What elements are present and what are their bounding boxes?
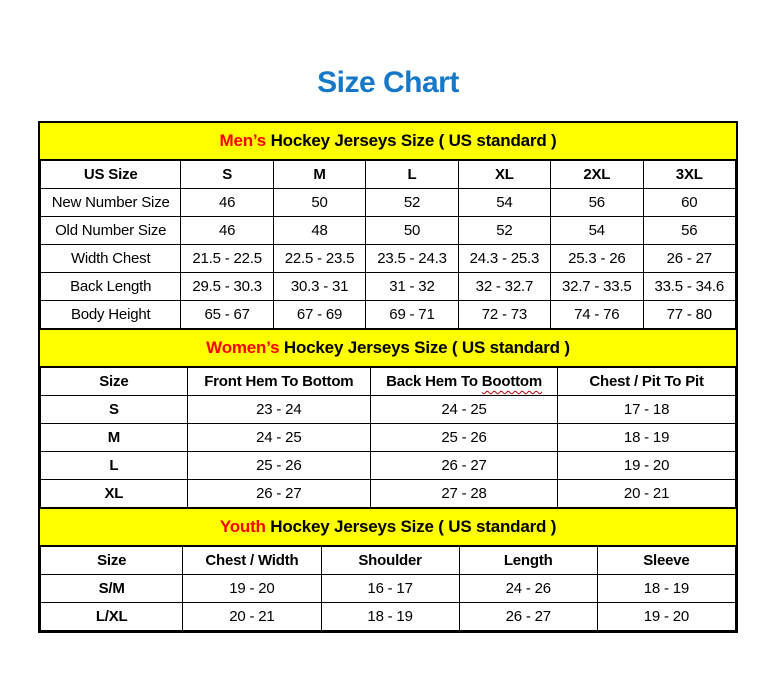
- row-label: M: [41, 424, 188, 452]
- table-cell: 24 - 26: [459, 575, 597, 603]
- youth-section-band: [40, 508, 736, 546]
- table-cell: 32 - 32.7: [458, 273, 550, 301]
- table-cell: 25 - 26: [187, 452, 370, 480]
- table-row: [41, 575, 736, 603]
- table-row: [41, 301, 736, 329]
- row-label: Width Chest: [41, 245, 181, 273]
- table-cell: 24 - 25: [187, 424, 370, 452]
- table-cell: 46: [181, 217, 273, 245]
- table-row: [41, 603, 736, 631]
- table-row: [41, 189, 736, 217]
- column-header: Front Hem To Bottom: [187, 368, 370, 396]
- mens-size-table: [40, 160, 736, 329]
- youth-header-row: [41, 547, 736, 575]
- row-label: S/M: [41, 575, 183, 603]
- column-header: Sleeve: [597, 547, 735, 575]
- youth-section-title: Hockey Jerseys Size ( US standard ): [265, 517, 557, 536]
- table-cell: 26 - 27: [370, 452, 557, 480]
- row-label: New Number Size: [41, 189, 181, 217]
- table-cell: 20 - 21: [183, 603, 321, 631]
- table-cell: 33.5 - 34.6: [643, 273, 735, 301]
- table-cell: 25.3 - 26: [551, 245, 643, 273]
- table-cell: 54: [458, 189, 550, 217]
- table-cell: 50: [273, 189, 365, 217]
- mens-section-accent: Men’s: [219, 131, 267, 150]
- womens-section-band: [40, 329, 736, 367]
- table-cell: 30.3 - 31: [273, 273, 365, 301]
- column-header: US Size: [41, 161, 181, 189]
- column-header: M: [273, 161, 365, 189]
- table-cell: 56: [551, 189, 643, 217]
- column-header: Size: [41, 368, 188, 396]
- table-cell: 19 - 20: [597, 603, 735, 631]
- table-row: [41, 273, 736, 301]
- table-cell: 21.5 - 22.5: [181, 245, 273, 273]
- womens-size-table: [40, 367, 736, 508]
- womens-section-title: Hockey Jerseys Size ( US standard ): [279, 338, 570, 357]
- table-cell: 46: [181, 189, 273, 217]
- table-cell: 26 - 27: [643, 245, 735, 273]
- column-header: Chest / Width: [183, 547, 321, 575]
- table-row: [41, 396, 736, 424]
- row-label: XL: [41, 480, 188, 508]
- column-header: Chest / Pit To Pit: [558, 368, 736, 396]
- youth-size-table: [40, 546, 736, 631]
- table-cell: 65 - 67: [181, 301, 273, 329]
- table-cell: 20 - 21: [558, 480, 736, 508]
- table-cell: 18 - 19: [597, 575, 735, 603]
- table-row: [41, 424, 736, 452]
- table-row: [41, 245, 736, 273]
- column-header: Length: [459, 547, 597, 575]
- page-title: Size Chart: [317, 66, 459, 99]
- column-header: 3XL: [643, 161, 735, 189]
- row-label: Old Number Size: [41, 217, 181, 245]
- table-cell: 50: [366, 217, 458, 245]
- table-cell: 74 - 76: [551, 301, 643, 329]
- table-cell: 23 - 24: [187, 396, 370, 424]
- womens-section-accent: Women’s: [206, 338, 280, 357]
- column-header-text: Back Hem To: [386, 373, 482, 390]
- table-cell: 16 - 17: [321, 575, 459, 603]
- table-cell: 23.5 - 24.3: [366, 245, 458, 273]
- column-header: 2XL: [551, 161, 643, 189]
- table-cell: 48: [273, 217, 365, 245]
- column-header: S: [181, 161, 273, 189]
- table-cell: 69 - 71: [366, 301, 458, 329]
- table-cell: 54: [551, 217, 643, 245]
- table-cell: 60: [643, 189, 735, 217]
- mens-section-band: [40, 123, 736, 160]
- table-row: [41, 452, 736, 480]
- table-cell: 19 - 20: [183, 575, 321, 603]
- table-cell: 18 - 19: [321, 603, 459, 631]
- size-chart: [38, 121, 738, 633]
- mens-header-row: [41, 161, 736, 189]
- column-header: [370, 368, 557, 396]
- table-cell: 31 - 32: [366, 273, 458, 301]
- column-header: L: [366, 161, 458, 189]
- row-label: Back Length: [41, 273, 181, 301]
- table-cell: 18 - 19: [558, 424, 736, 452]
- table-cell: 22.5 - 23.5: [273, 245, 365, 273]
- table-cell: 72 - 73: [458, 301, 550, 329]
- table-cell: 67 - 69: [273, 301, 365, 329]
- column-header: Size: [41, 547, 183, 575]
- table-cell: 17 - 18: [558, 396, 736, 424]
- table-cell: 52: [458, 217, 550, 245]
- column-header: Shoulder: [321, 547, 459, 575]
- row-label: L/XL: [41, 603, 183, 631]
- youth-section-accent: Youth: [219, 517, 266, 536]
- misspelled-word: Boottom: [481, 373, 543, 390]
- table-cell: 77 - 80: [643, 301, 735, 329]
- table-cell: 26 - 27: [187, 480, 370, 508]
- table-cell: 32.7 - 33.5: [551, 273, 643, 301]
- table-cell: 24 - 25: [370, 396, 557, 424]
- table-row: [41, 480, 736, 508]
- table-cell: 26 - 27: [459, 603, 597, 631]
- table-cell: 24.3 - 25.3: [458, 245, 550, 273]
- table-cell: 27 - 28: [370, 480, 557, 508]
- table-row: [41, 217, 736, 245]
- row-label: S: [41, 396, 188, 424]
- table-cell: 52: [366, 189, 458, 217]
- row-label: L: [41, 452, 188, 480]
- table-cell: 25 - 26: [370, 424, 557, 452]
- womens-header-row: [41, 368, 736, 396]
- column-header: XL: [458, 161, 550, 189]
- table-cell: 19 - 20: [558, 452, 736, 480]
- row-label: Body Height: [41, 301, 181, 329]
- table-cell: 29.5 - 30.3: [181, 273, 273, 301]
- table-cell: 56: [643, 217, 735, 245]
- mens-section-title: Hockey Jerseys Size ( US standard ): [266, 131, 557, 150]
